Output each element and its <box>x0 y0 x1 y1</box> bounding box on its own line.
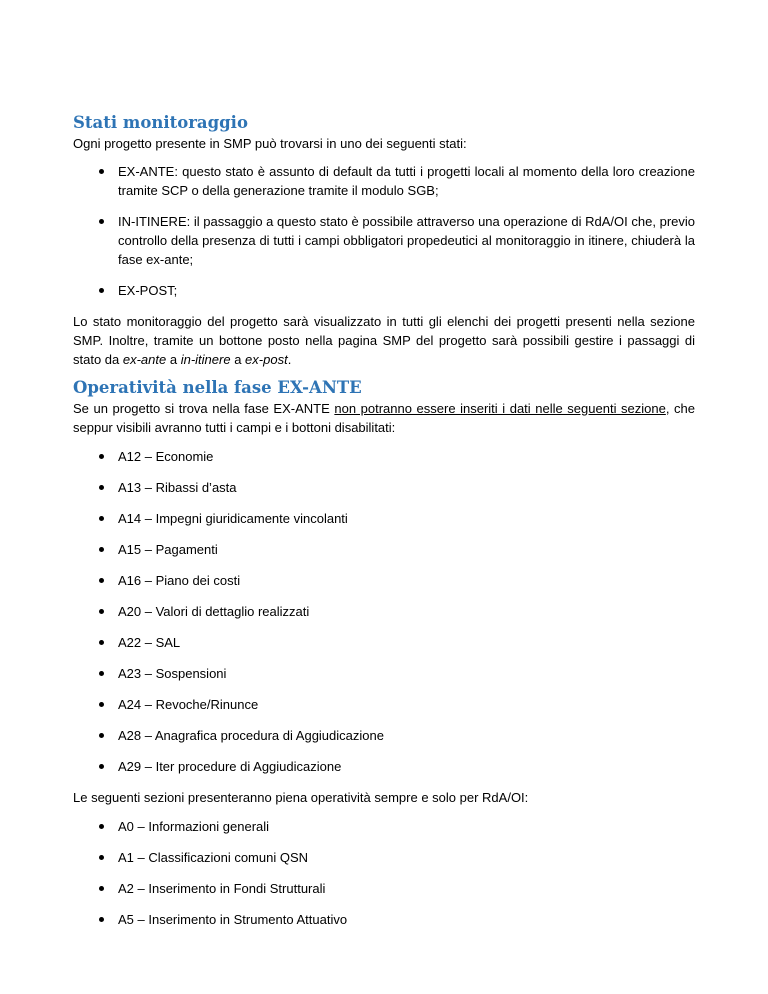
section-title-operativita: Operatività nella fase EX-ANTE <box>73 378 362 397</box>
list-item-text: A2 – Inserimento in Fondi Strutturali <box>118 881 326 896</box>
section2-intro <box>73 399 695 437</box>
list-item <box>73 879 695 898</box>
list-item <box>73 633 695 652</box>
section1-intro: Ogni progetto presente in SMP può trovarsi in uno dei seguenti stati: <box>73 136 467 151</box>
list-item-text: A20 – Valori di dettaglio realizzati <box>118 604 310 619</box>
list-item-text: A15 – Pagamenti <box>118 542 218 557</box>
list-item <box>73 817 695 836</box>
list-item-text: A14 – Impegni giuridicamente vincolanti <box>118 511 348 526</box>
list-item-text: A23 – Sospensioni <box>118 666 227 681</box>
bullet-icon <box>99 733 104 738</box>
section1-summary <box>73 312 695 369</box>
intro-underlined: non potranno essere inseriti i dati nelle seguenti sezione <box>334 401 666 416</box>
states-list <box>73 162 695 300</box>
list-item-text: A24 – Revoche/Rinunce <box>118 697 259 712</box>
bullet-icon <box>99 169 104 174</box>
bullet-icon <box>99 578 104 583</box>
summary-ex-ante: ex-ante <box>122 352 167 367</box>
bullet-icon <box>99 640 104 645</box>
list-item <box>73 478 695 497</box>
list-item-text: A13 – Ribassi d’asta <box>118 480 237 495</box>
full-ops-intro: Le seguenti sezioni presenteranno piena operatività sempre e solo per RdA/OI: <box>73 790 529 805</box>
bullet-icon <box>99 516 104 521</box>
list-item <box>73 571 695 590</box>
list-item <box>73 447 695 466</box>
section-title-stati-monitoraggio: Stati monitoraggio <box>73 113 248 132</box>
list-item-text: EX-POST; <box>118 283 178 298</box>
list-item-text: A29 – Iter procedure di Aggiudicazione <box>118 759 342 774</box>
list-item-text: A22 – SAL <box>118 635 181 650</box>
bullet-icon <box>99 454 104 459</box>
list-item <box>73 602 695 621</box>
document-content <box>73 112 695 929</box>
bullet-icon <box>99 824 104 829</box>
bullet-icon <box>99 917 104 922</box>
list-item-text: A1 – Classificazioni comuni QSN <box>118 850 309 865</box>
full-ops-sections-list <box>73 817 695 929</box>
list-item <box>73 910 695 929</box>
summary-in-itinere: in-itinere <box>180 352 231 367</box>
summary-ex-post: ex-post <box>245 352 288 367</box>
bullet-icon <box>99 288 104 293</box>
bullet-icon <box>99 219 104 224</box>
list-item <box>73 726 695 745</box>
bullet-icon <box>99 547 104 552</box>
list-item-text: A12 – Economie <box>118 449 214 464</box>
bullet-icon <box>99 886 104 891</box>
bullet-icon <box>99 485 104 490</box>
summary-connector: a <box>166 352 181 367</box>
list-item <box>73 695 695 714</box>
list-item-text: A5 – Inserimento in Strumento Attuativo <box>118 912 348 927</box>
list-item <box>73 848 695 867</box>
disabled-sections-list <box>73 447 695 776</box>
list-item <box>73 509 695 528</box>
intro-text: , che seppur visibili avranno tutti i campi e i bottoni disabilitati: <box>73 401 695 435</box>
list-item <box>73 757 695 776</box>
list-item-text: A28 – Anagrafica procedura di Aggiudicazione <box>118 728 384 743</box>
list-item <box>73 540 695 559</box>
bullet-icon <box>99 671 104 676</box>
list-item-text: A16 – Piano dei costi <box>118 573 241 588</box>
intro-text: Se un progetto si trova nella fase EX-ANTE <box>73 401 335 416</box>
list-item <box>73 162 695 200</box>
summary-end: . <box>287 352 292 367</box>
list-item <box>73 281 695 300</box>
list-item <box>73 664 695 683</box>
bullet-icon <box>99 855 104 860</box>
summary-text: Lo stato monitoraggio del progetto sarà visualizzato in tutti gli elenchi dei progetti presenti nella sezione SMP. Inoltre, tramite un bottone posto nella pagina SMP del progetto sarà possibili gestire i passaggi di stato da <box>73 314 695 367</box>
bullet-icon <box>99 609 104 614</box>
bullet-icon <box>99 702 104 707</box>
list-item <box>73 212 695 269</box>
list-item-text: A0 – Informazioni generali <box>118 819 270 834</box>
bullet-icon <box>99 764 104 769</box>
summary-connector: a <box>230 352 246 367</box>
list-item-text: IN-ITINERE: il passaggio a questo stato è possibile attraverso una operazione di RdA/OI che, previo controllo della presenza di tutti i campi obbligatori propedeutici al monitoraggio in itinere, chiuderà la fase ex-ante; <box>118 214 695 267</box>
list-item-text: EX-ANTE: questo stato è assunto di default da tutti i progetti locali al momento della loro creazione tramite SCP o della generazione tramite il modulo SGB; <box>118 164 695 198</box>
